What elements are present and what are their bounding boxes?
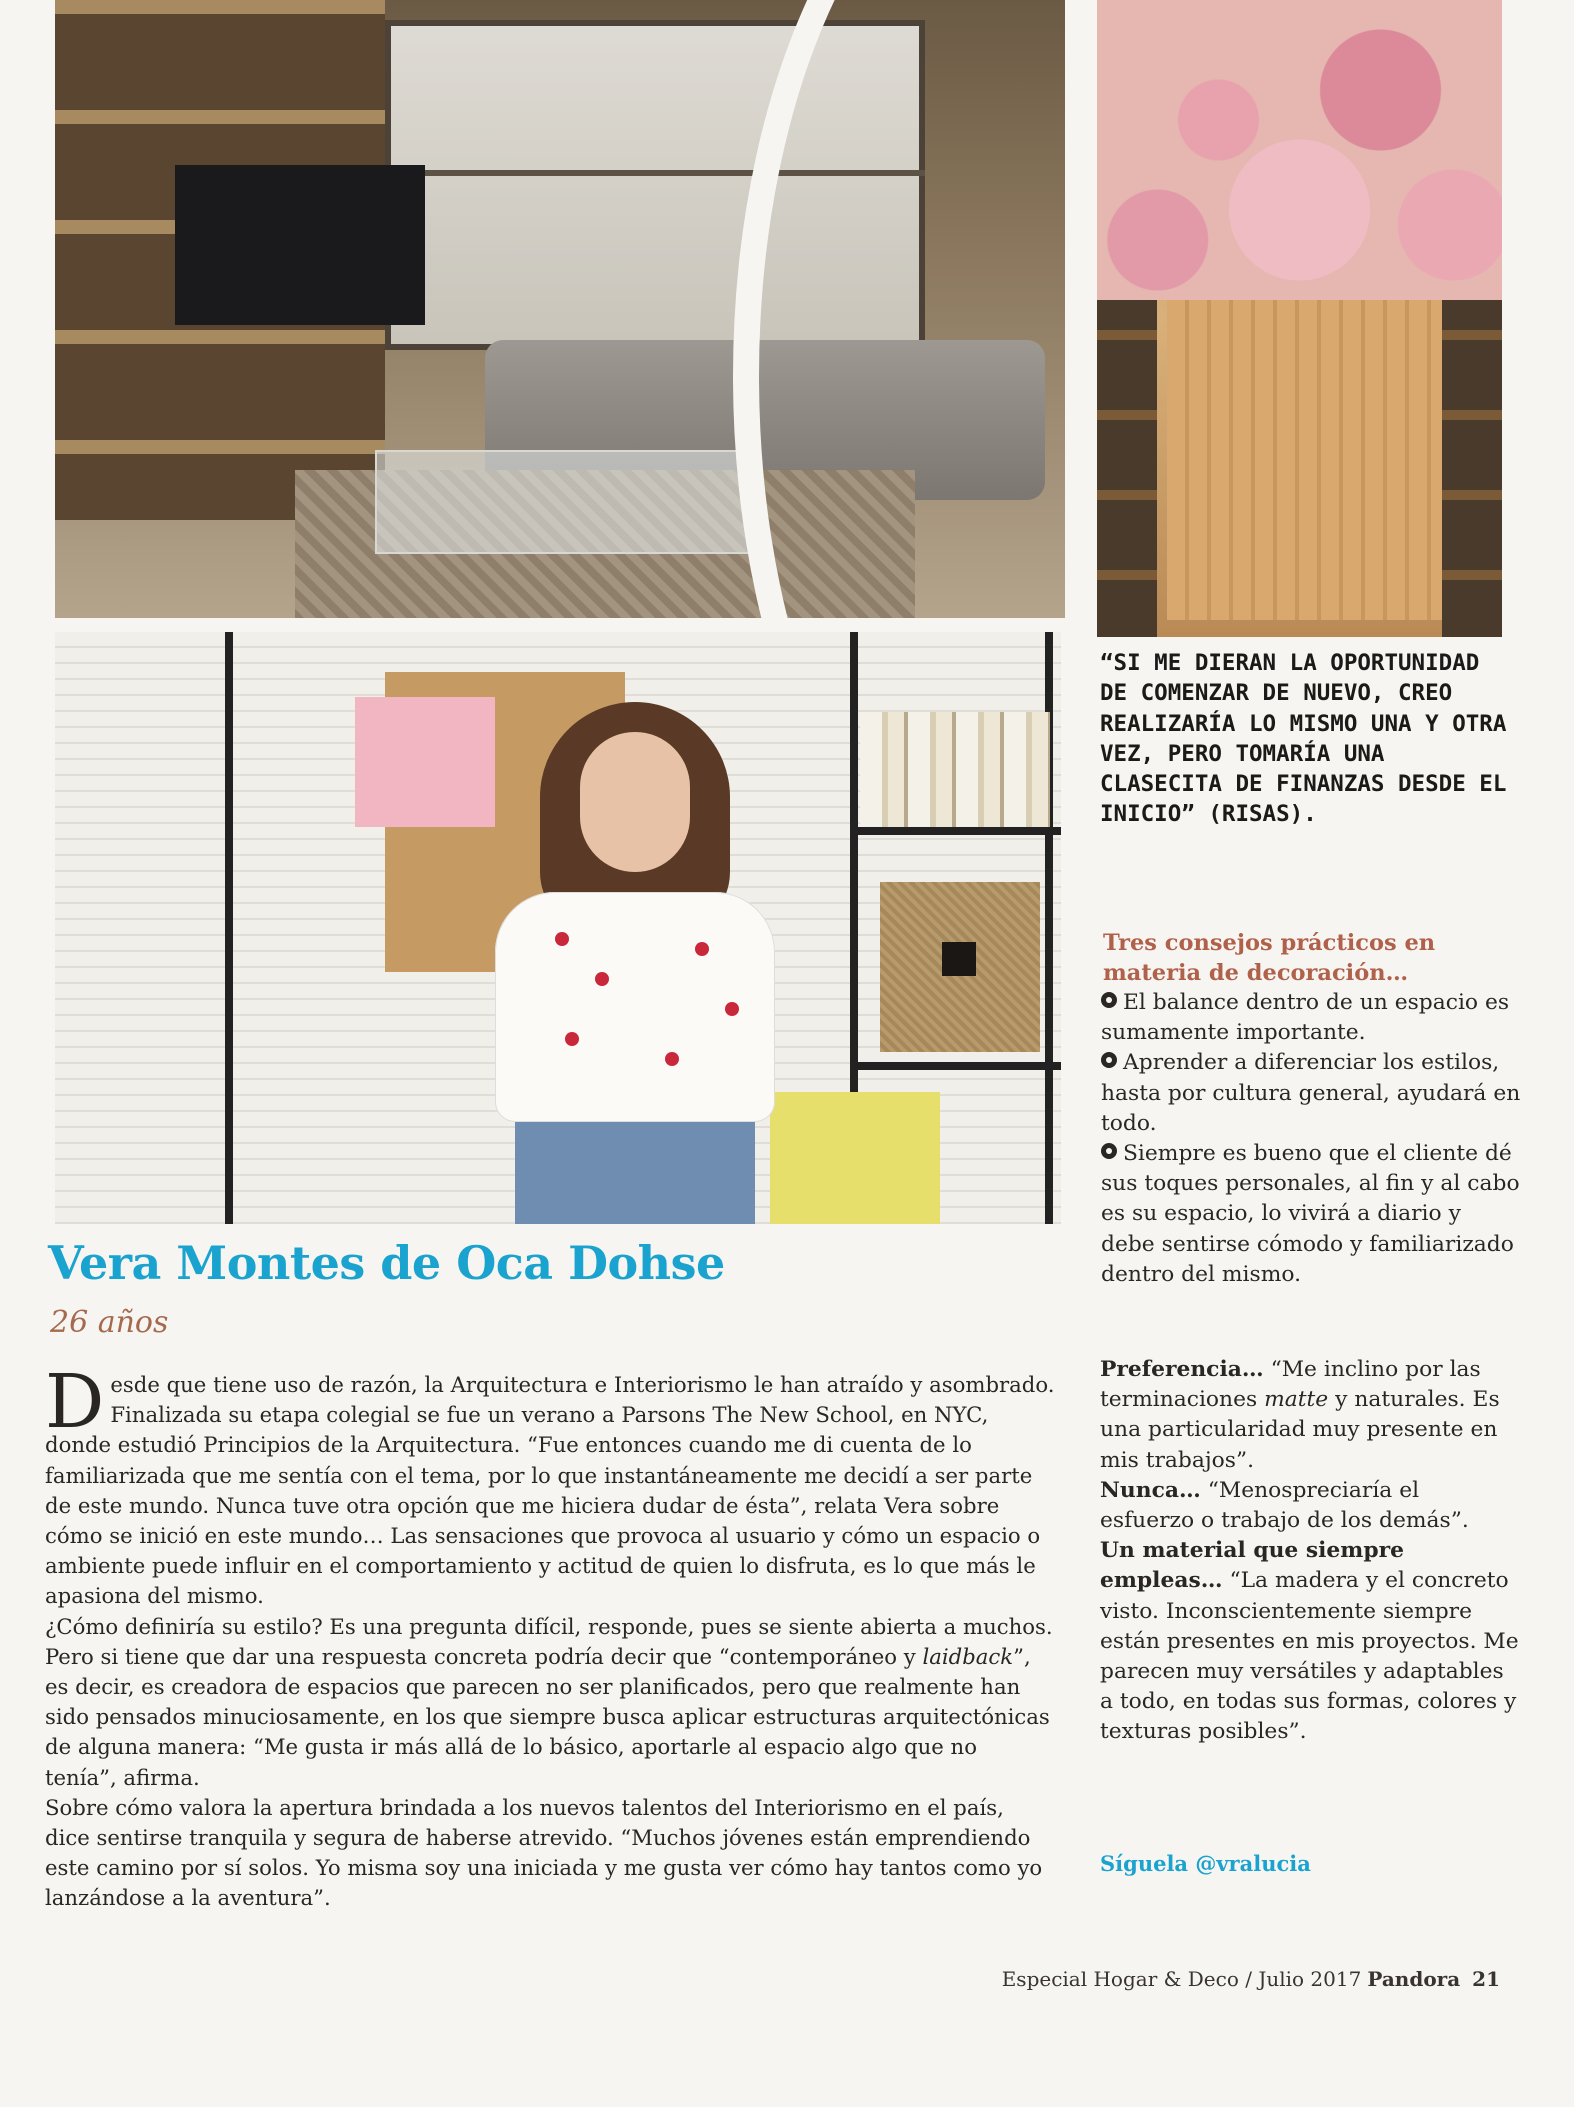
bullet-circle-icon (1101, 992, 1117, 1008)
footer-magazine: Pandora (1367, 1967, 1461, 1991)
page-footer (980, 1967, 1500, 1991)
body-paragraph-2-text-a: ¿Cómo definiría su estilo? Es una pregunta difícil, responde, pues se siente abierta a muchos. Pero si tiene que dar una respuesta concreta podría decir que “contemporáneo y (45, 1613, 1053, 1669)
tip-text: El balance dentro de un espacio es sumamente importante. (1101, 990, 1510, 1046)
social-handle: Síguela @vralucia (1100, 1851, 1311, 1876)
article-subheadline-age: 26 años (50, 1305, 169, 1340)
body-paragraph-1-text: esde que tiene uso de razón, la Arquitectura e Interiorismo le han atraído y asombrado. Finalizada su etapa colegial se fue un verano a Parsons The New School, en NYC, donde estudió Principios de la Arquitectura. “Fue entonces cuando me di cuenta de lo familiarizada que me sentía con el tema, por lo que instantáneamente me decidí a ser parte de este mundo. Nunca tuve otra opción que me hiciera dudar de ésta”, relata Vera sobre cómo se inició en este mundo… Las sensaciones que provoca al usuario y cómo un espacio o ambiente puede influir en el comportamiento y actitud de quien lo disfruta, es lo que más le apasiona del mismo. (45, 1372, 1055, 1609)
tips-list (1101, 988, 1521, 1290)
body-paragraph-2-italic: laidback (922, 1643, 1014, 1669)
preference-item (1100, 1355, 1520, 1476)
never-text: “Menospreciaría el esfuerzo o trabajo de los demás”. (1100, 1477, 1469, 1534)
tip-item (1101, 988, 1521, 1048)
drop-cap: D (45, 1359, 105, 1445)
body-paragraph-2 (45, 1612, 1055, 1793)
material-label: Un material que siempre empleas… (1100, 1538, 1404, 1594)
preference-text-a: “Me inclino por las terminaciones (1100, 1357, 1481, 1413)
tip-text: Aprender a diferenciar los estilos, hasta por cultura general, ayudará en todo. (1101, 1050, 1521, 1136)
bullet-circle-icon (1101, 1143, 1117, 1159)
body-paragraph-3: Sobre cómo valora la apertura brindada a los nuevos talentos del Interiorismo en el país, dice sentirse tranquila y segura de haberse atrevido. “Muchos jóvenes están emprendiendo este camino por sí solos. Yo misma soy una iniciada y me gusta ver cómo hay tantos como yo lanzándose a la aventura”. (45, 1794, 1043, 1911)
tip-item (1101, 1139, 1521, 1290)
blossom-nook-photo (1097, 0, 1502, 637)
page-number: 21 (1472, 1967, 1500, 1991)
preference-label: Preferencia… (1100, 1357, 1264, 1382)
pull-quote: “SI ME DIERAN LA OPORTUNIDAD DE COMENZAR DE NUEVO, CREO REALIZARÍA LO MISMO UNA Y OTRA VEZ, PERO TOMARÍA UNA CLASECITA DE FINANZAS DESDE EL INICIO” (RISAS). (1100, 650, 1507, 828)
article-headline: Vera Montes de Oca Dohse (48, 1236, 725, 1290)
footer-section: Especial Hogar & Deco / Julio 2017 (1001, 1967, 1362, 1991)
preference-text-b: y naturales. Es una particularidad muy presente en mis trabajos”. (1100, 1387, 1500, 1473)
body-paragraph-2-text-b: ”, es decir, es creadora de espacios que parecen no ser planificados, pero que realmente han sido pensados minuciosamente, en los que siempre busca aplicar estructuras arquitectónicas de alguna manera: “Me gusta ir más allá de lo básico, aportarle al espacio algo que no tenía”, afirma. (45, 1643, 1050, 1790)
preferences-section (1100, 1355, 1520, 1748)
tip-text: Siempre es bueno que el cliente dé sus toques personales, al fin y al cabo es su espacio, lo vivirá a diario y debe sentirse cómodo y familiarizado dentro del mismo. (1101, 1141, 1520, 1287)
living-room-photo (55, 0, 1065, 618)
tips-heading: Tres consejos prácticos en materia de decoración… (1103, 930, 1436, 986)
bullet-circle-icon (1101, 1052, 1117, 1068)
material-text: “La madera y el concreto visto. Inconscientemente siempre están presentes en mis proyectos. Me parecen muy versátiles y adaptables a todo, en todas sus formas, colores y texturas posibles”. (1100, 1568, 1519, 1745)
body-paragraph-1 (45, 1359, 1055, 1612)
material-item (1100, 1536, 1520, 1747)
never-label: Nunca… (1100, 1477, 1201, 1503)
designer-portrait-photo (55, 632, 1061, 1224)
never-item (1100, 1476, 1520, 1536)
preference-italic: matte (1264, 1387, 1329, 1413)
tip-item (1101, 1048, 1521, 1139)
article-body (45, 1359, 1055, 1914)
